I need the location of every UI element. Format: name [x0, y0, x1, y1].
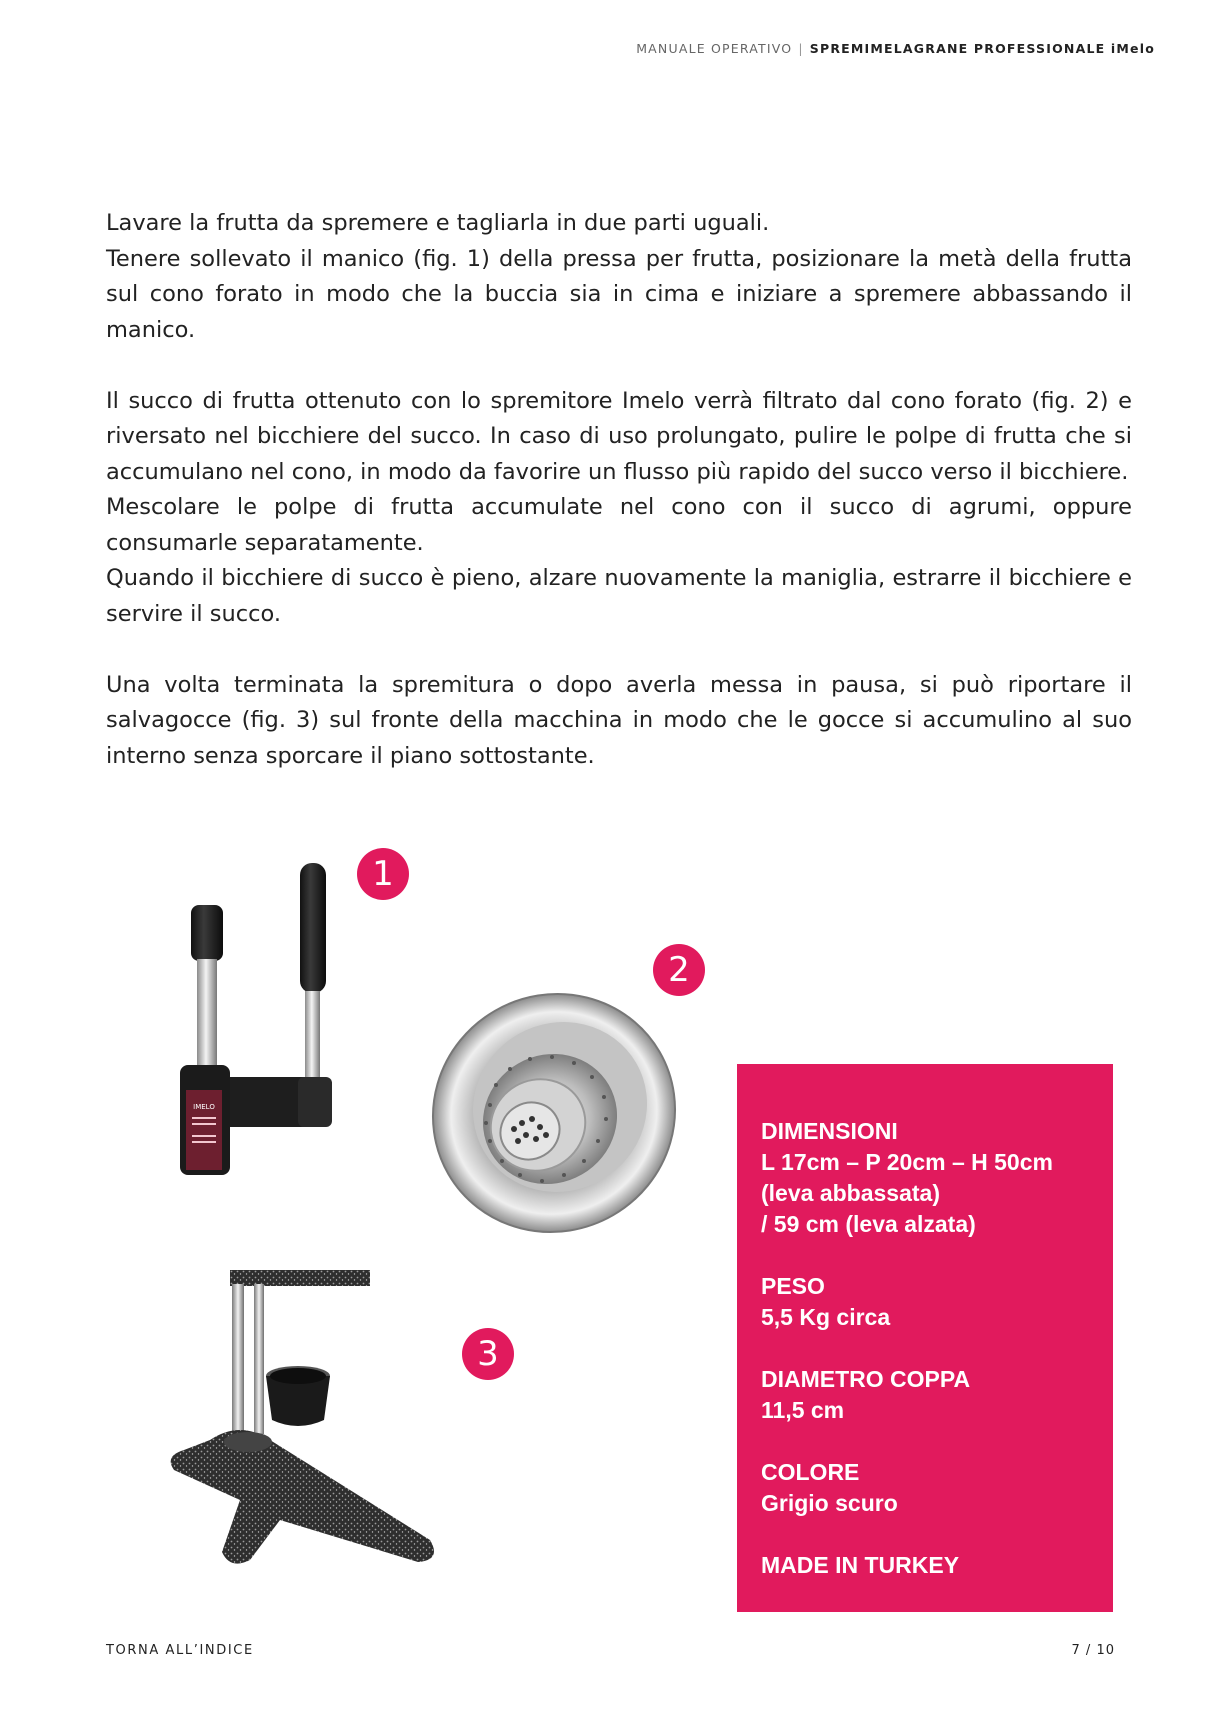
- spec-weight-value: 5,5 Kg circa: [761, 1304, 891, 1330]
- figure-2-badge: 2: [653, 944, 705, 996]
- header-doc-type: MANUALE OPERATIVO: [636, 41, 793, 56]
- header-separator: |: [798, 41, 804, 56]
- spec-cup-value: 11,5 cm: [761, 1397, 845, 1423]
- figure-1-badge: 1: [357, 848, 409, 900]
- paragraph-mix-pulp: Mescolare le polpe di frutta accumulate nel cono con il succo di agrumi, oppure consumarle separatamente.: [106, 494, 1132, 556]
- page-number: 7 / 10: [1071, 1643, 1115, 1658]
- spec-weight-title: PESO: [761, 1273, 825, 1299]
- figure-2-cone-image: [426, 985, 681, 1240]
- spec-dimensions-line2: (leva abbassata): [761, 1180, 940, 1206]
- paragraph-wash-fruit: Lavare la frutta da spremere e tagliarla in due parti uguali.: [106, 210, 770, 236]
- paragraph-lift-handle: Tenere sollevato il manico (fig. 1) della pressa per frutta, posizionare la metà della frutta sul cono forato in modo che la buccia sia in cima e iniziare a spremere abbassando il manico.: [106, 245, 1132, 343]
- spec-weight: [761, 1271, 1089, 1333]
- spec-dimensions-title: DIMENSIONI: [761, 1118, 898, 1144]
- spec-origin-value: MADE IN TURKEY: [761, 1552, 960, 1578]
- running-header: [636, 41, 1155, 56]
- fig1-product-label: IMELO: [193, 1103, 215, 1111]
- header-product-name: SPREMIMELAGRANE PROFESSIONALE iMelo: [809, 41, 1155, 56]
- figure-1-lever-image: [170, 855, 370, 1175]
- spec-color: [761, 1457, 1089, 1519]
- spec-dimensions: [761, 1116, 1089, 1240]
- paragraph-glass-full: Quando il bicchiere di succo è pieno, alzare nuovamente la maniglia, estrarre il bicchiere e servire il succo.: [106, 565, 1132, 627]
- specifications-box: [737, 1064, 1113, 1612]
- spec-dimensions-line1: L 17cm – P 20cm – H 50cm: [761, 1149, 1053, 1175]
- figure-3-base-image: [170, 1270, 470, 1570]
- paragraph-juice-filtered: Il succo di frutta ottenuto con lo spremitore Imelo verrà filtrato dal cono forato (fig. 2) e riversato nel bicchiere del succo. In caso di uso prolungato, pulire le polpe di frutta che si accumulano nel cono, in modo da favorire un flusso più rapido del succo verso il bicchiere.: [106, 387, 1132, 485]
- spec-color-title: COLORE: [761, 1459, 860, 1485]
- spec-dimensions-line3: / 59 cm (leva alzata): [761, 1211, 976, 1237]
- instructions-text: [106, 206, 1132, 774]
- spec-color-value: Grigio scuro: [761, 1490, 898, 1516]
- spec-cup-diameter: [761, 1364, 1089, 1426]
- back-to-index-link[interactable]: TORNA ALL’INDICE: [106, 1643, 254, 1658]
- figure-3-badge: 3: [462, 1328, 514, 1380]
- spec-origin: [761, 1550, 1089, 1581]
- spec-cup-title: DIAMETRO COPPA: [761, 1366, 971, 1392]
- paragraph-drip-tray: Una volta terminata la spremitura o dopo averla messa in pausa, si può riportare il salvagocce (fig. 3) sul fronte della macchina in modo che le gocce si accumulino al suo interno senza sporcare il piano sottostante.: [106, 671, 1132, 769]
